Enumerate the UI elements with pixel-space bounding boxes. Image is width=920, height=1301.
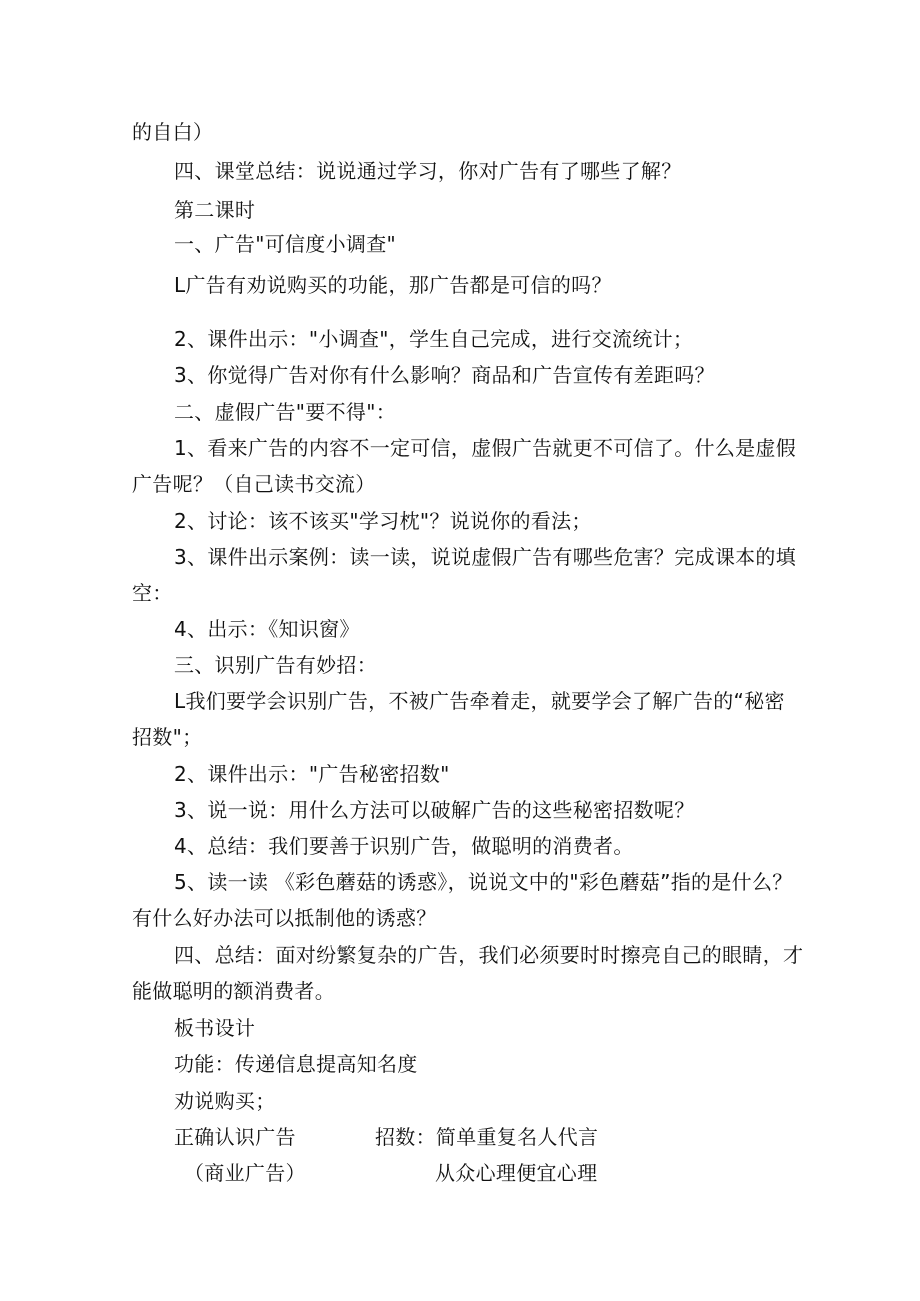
text-line-5: L广告有劝说购买的功能，那广告都是可信的吗？: [174, 273, 612, 297]
text-line-29: 招数：简单重复名人代言: [375, 1125, 599, 1149]
text-line-10: 广告呢？（自己读书交流）: [132, 472, 376, 496]
text-line-17: 招数"；: [132, 725, 203, 749]
text-line-25: 板书设计: [174, 1016, 256, 1040]
text-line-18: 2、课件出示："广告秘密招数": [174, 762, 450, 786]
text-line-13: 空：: [132, 581, 173, 605]
text-line-24: 能做聪明的额消费者。: [132, 979, 335, 1003]
text-line-15: 三、识别广告有妙招：: [174, 653, 377, 677]
text-line-2: 四、课堂总结：说说通过学习，你对广告有了哪些了解？: [174, 159, 682, 183]
text-line-23: 四、总结：面对纷繁复杂的广告，我们必须要时时擦亮自己的眼睛，才: [174, 943, 804, 967]
text-line-8: 二、虚假广告"要不得"：: [174, 400, 396, 424]
text-line-26: 功能：传递信息提高知名度: [174, 1052, 418, 1076]
text-line-19: 3、说一说：用什么方法可以破解广告的这些秘密招数呢？: [174, 798, 695, 822]
text-line-4: 一、广告"可信度小调查": [174, 232, 396, 256]
text-line-3: 第二课时: [174, 198, 256, 222]
text-line-16: L我们要学会识别广告，不被广告牵着走，就要学会了解广告的“秘密: [174, 689, 785, 713]
text-line-21: 5、读一读 《彩色蘑菇的诱惑》，说说文中的"彩色蘑菇”指的是什么？: [174, 870, 793, 894]
text-line-6: 2、课件出示："小调查"，学生自己完成，进行交流统计；: [174, 327, 694, 351]
text-line-1: 的自白）: [132, 120, 214, 144]
text-line-22: 有什么好办法可以抵制他的诱惑？: [132, 906, 437, 930]
text-line-31: 从众心理便宜心理: [435, 1161, 598, 1185]
text-line-20: 4、总结：我们要善于识别广告，做聪明的消费者。: [174, 834, 634, 858]
text-line-14: 4、出示：《知识窗》: [174, 617, 360, 641]
text-line-30: （商业广告）: [184, 1161, 306, 1185]
text-line-11: 2、讨论：该不该买"学习枕"？说说你的看法；: [174, 509, 592, 533]
text-line-7: 3、你觉得广告对你有什么影响？商品和广告宣传有差距吗？: [174, 363, 715, 387]
text-line-28: 正确认识广告: [174, 1125, 296, 1149]
text-line-27: 劝说购买；: [174, 1089, 276, 1113]
text-line-9: 1、看来广告的内容不一定可信，虚假广告就更不可信了。什么是虚假: [174, 436, 797, 460]
text-line-12: 3、课件出示案例：读一读，说说虚假广告有哪些危害？完成课本的填: [174, 545, 797, 569]
